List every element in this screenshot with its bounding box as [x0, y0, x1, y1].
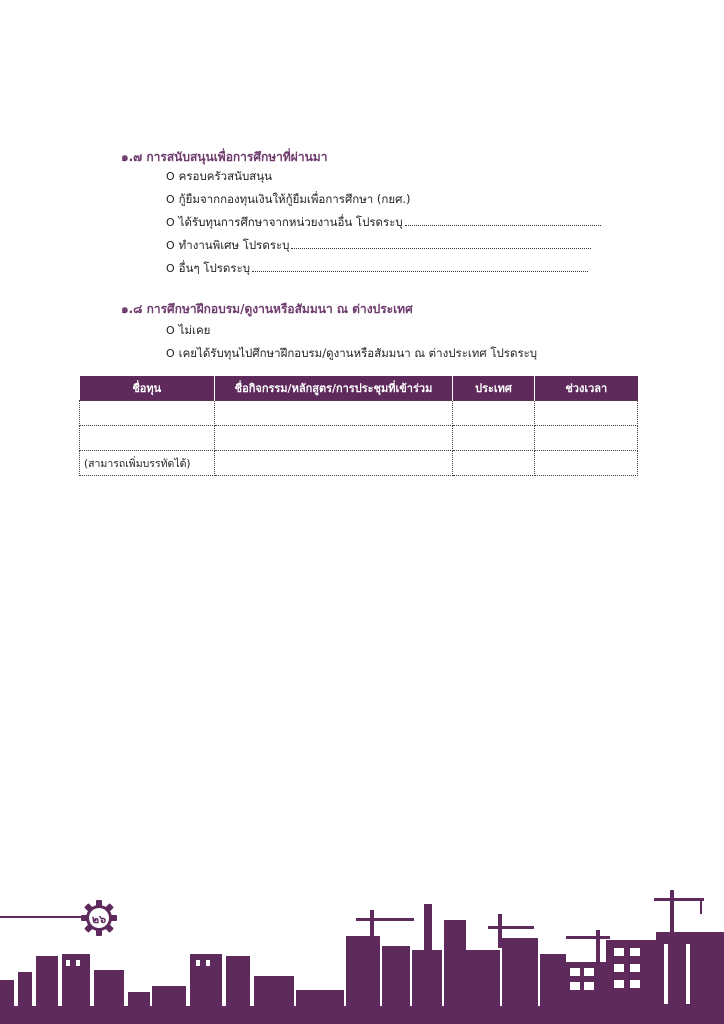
section-title: ๑.๗ การสนับสนุนเพื่อการศึกษาที่ผ่านมา [121, 150, 328, 164]
table-cell[interactable] [453, 426, 535, 451]
table-cell[interactable] [535, 451, 638, 476]
radio-option-yes[interactable] [166, 345, 537, 363]
table-note: (สามารถเพิ่มบรรทัดได้) [80, 451, 215, 476]
radio-option-scholarship[interactable] [166, 214, 601, 232]
section-abroad [121, 300, 538, 360]
radio-circle-icon[interactable]: O [166, 347, 175, 360]
option-label: ไม่เคย [178, 323, 211, 337]
page-number: ๒๖ [91, 913, 107, 926]
radio-circle-icon[interactable]: O [166, 262, 175, 275]
column-header-period: ช่วงเวลา [535, 376, 638, 401]
table-cell[interactable] [535, 426, 638, 451]
column-header-country: ประเทศ [453, 376, 535, 401]
column-header-activity: ชื่อกิจกรรม/หลักสูตร/การประชุมที่เข้าร่วม [215, 376, 453, 401]
radio-option-loan[interactable] [166, 191, 411, 209]
option-label: กู้ยืมจากกองทุนเงินให้กู้ยืมเพื่อการศึกษา (กยศ.) [178, 192, 411, 206]
table-cell[interactable] [80, 426, 215, 451]
table-cell[interactable] [453, 451, 535, 476]
city-skyline-illustration [0, 880, 724, 1024]
section-title: ๑.๘ การศึกษาฝึกอบรม/ดูงานหรือสัมมนา ณ ต่างประเทศ [121, 302, 413, 316]
radio-option-family[interactable] [166, 168, 272, 186]
table-cell[interactable] [535, 401, 638, 426]
fill-in-line[interactable] [405, 217, 601, 226]
abroad-table [79, 376, 638, 476]
option-label: อื่นๆ โปรดระบุ [178, 261, 251, 275]
fill-in-line[interactable] [291, 240, 591, 249]
section-support [121, 148, 327, 167]
radio-circle-icon[interactable]: O [166, 239, 175, 252]
table-cell[interactable] [215, 401, 453, 426]
table-row [80, 426, 638, 451]
table-header-row [80, 376, 638, 401]
radio-circle-icon[interactable]: O [166, 324, 175, 337]
radio-option-never[interactable] [166, 322, 210, 340]
radio-option-other[interactable] [166, 260, 588, 278]
radio-circle-icon[interactable]: O [166, 216, 175, 229]
fill-in-line[interactable] [252, 263, 588, 272]
table-cell[interactable] [453, 401, 535, 426]
table-row [80, 451, 638, 476]
table-cell[interactable] [80, 401, 215, 426]
table-row [80, 401, 638, 426]
radio-option-parttime[interactable] [166, 237, 591, 255]
option-label: ครอบครัวสนับสนุน [178, 169, 272, 183]
column-header-scholarship: ชื่อทุน [80, 376, 215, 401]
option-label: ทำงานพิเศษ โปรดระบุ [178, 238, 290, 252]
radio-circle-icon[interactable]: O [166, 193, 175, 206]
option-label: เคยได้รับทุนไปศึกษาฝึกอบรม/ดูงานหรือสัมมนา ณ ต่างประเทศ โปรดระบุ [178, 346, 538, 360]
radio-circle-icon[interactable]: O [166, 170, 175, 183]
option-label: ได้รับทุนการศึกษาจากหน่วยงานอื่น โปรดระบุ [178, 215, 403, 229]
table-cell[interactable] [215, 451, 453, 476]
table-cell[interactable] [215, 426, 453, 451]
